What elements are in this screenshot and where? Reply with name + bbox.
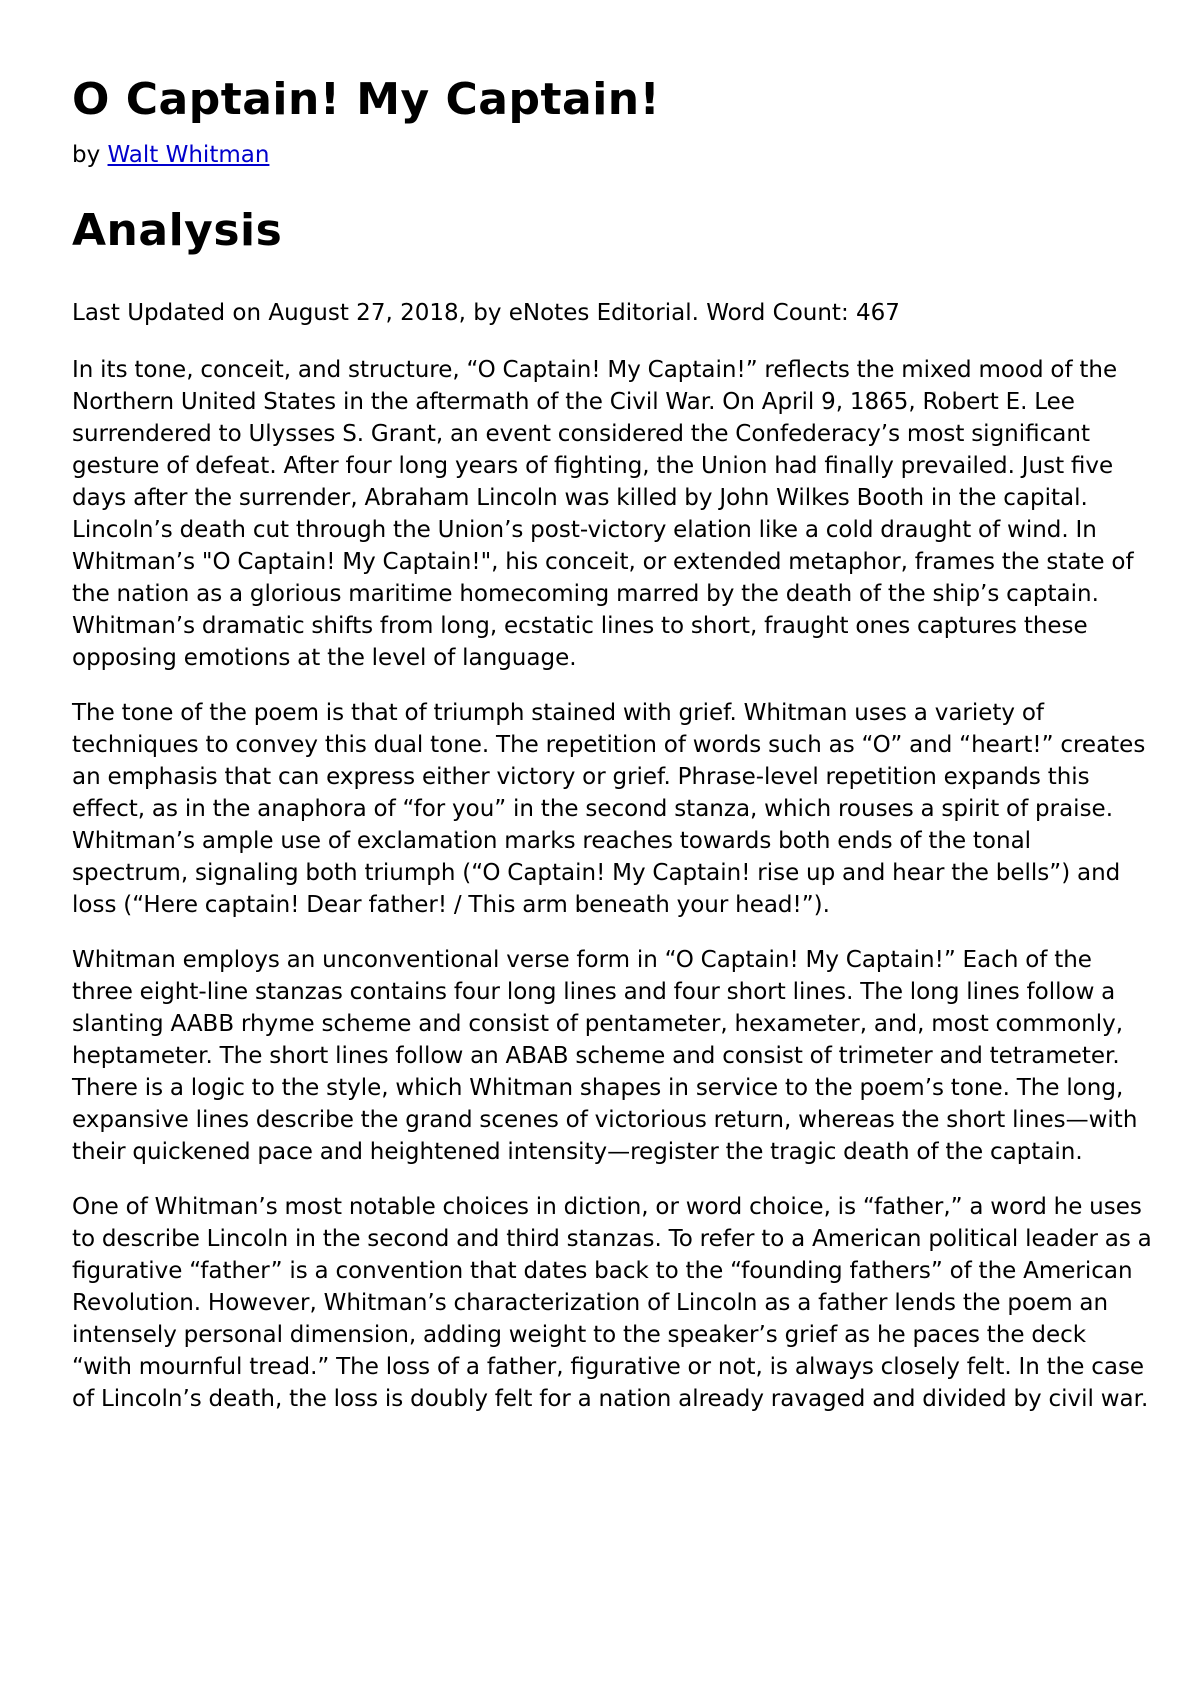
paragraph-3: Whitman employs an unconventional verse form in “O Captain! My Captain!” Each of the three eight-line stanzas contains four long lines and four short lines. The long lines follow a slanting AABB rhyme scheme and consist of pentameter, hexameter, and, most commonly, heptameter. The short lines follow an ABAB scheme and consist of trimeter and tetrameter. There is a logic to the style, which Whitman shapes in service to the poem’s tone. The long, expansive lines describe the grand scenes of victorious return, whereas the short lines—with their quickened pace and heightened intensity—register the tragic death of the captain. xyxy=(72,947,1138,1165)
page-title: O Captain! My Captain! xyxy=(72,74,661,125)
paragraph-1: In its tone, conceit, and structure, “O Captain! My Captain!” reflects the mixed mood of the Northern United States in the aftermath of the Civil War. On April 9, 1865, Robert E. Lee surrendered to Ulysses S. Grant, an event considered the Confederacy’s most significant gesture of defeat. After four long years of fighting, the Union had finally prevailed. Just five days after the surrender, Abraham Lincoln was killed by John Wilkes Booth in the capital. Lincoln’s death cut through the Union’s post-victory elation like a cold draught of wind. In Whitman’s "O Captain! My Captain!", his conceit, or extended metaphor, frames the state of the nation as a glorious maritime homecoming marred by the death of the ship’s captain. Whitman’s dramatic shifts from long, ecstatic lines to short, fraught ones captures these opposing emotions at the level of language. xyxy=(72,357,1134,671)
paragraph-2: The tone of the poem is that of triumph stained with grief. Whitman uses a variety of techniques to convey this dual tone. The repetition of words such as “O” and “heart!” creates an emphasis that can express either victory or grief. Phrase-level repetition expands this effect, as in the anaphora of “for you” in the second stanza, which rouses a spirit of praise. Whitman’s ample use of exclamation marks reaches towards both ends of the tonal spectrum, signaling both triumph (“O Captain! My Captain! rise up and hear the bells”) and loss (“Here captain! Dear father! / This arm beneath your head!”). xyxy=(72,700,1146,918)
last-updated-meta: Last Updated on August 27, 2018, by eNotes Editorial. Word Count: 467 xyxy=(72,300,900,326)
document-page xyxy=(72,70,1152,1415)
byline-prefix: by xyxy=(72,142,101,168)
author-link[interactable]: Walt Whitman xyxy=(107,142,270,168)
byline xyxy=(72,140,1152,170)
section-heading: Analysis xyxy=(72,205,283,256)
paragraph-4: One of Whitman’s most notable choices in diction, or word choice, is “father,” a word he uses to describe Lincoln in the second and third stanzas. To refer to a American political leader as a figurative “father” is a convention that dates back to the “founding fathers” of the American Revolution. However, Whitman’s characterization of Lincoln as a father lends the poem an intensely personal dimension, adding weight to the speaker’s grief as he paces the deck “with mournful tread.” The loss of a father, figurative or not, is always closely felt. In the case of Lincoln’s death, the loss is doubly felt for a nation already ravaged and divided by civil war. xyxy=(72,1194,1152,1412)
